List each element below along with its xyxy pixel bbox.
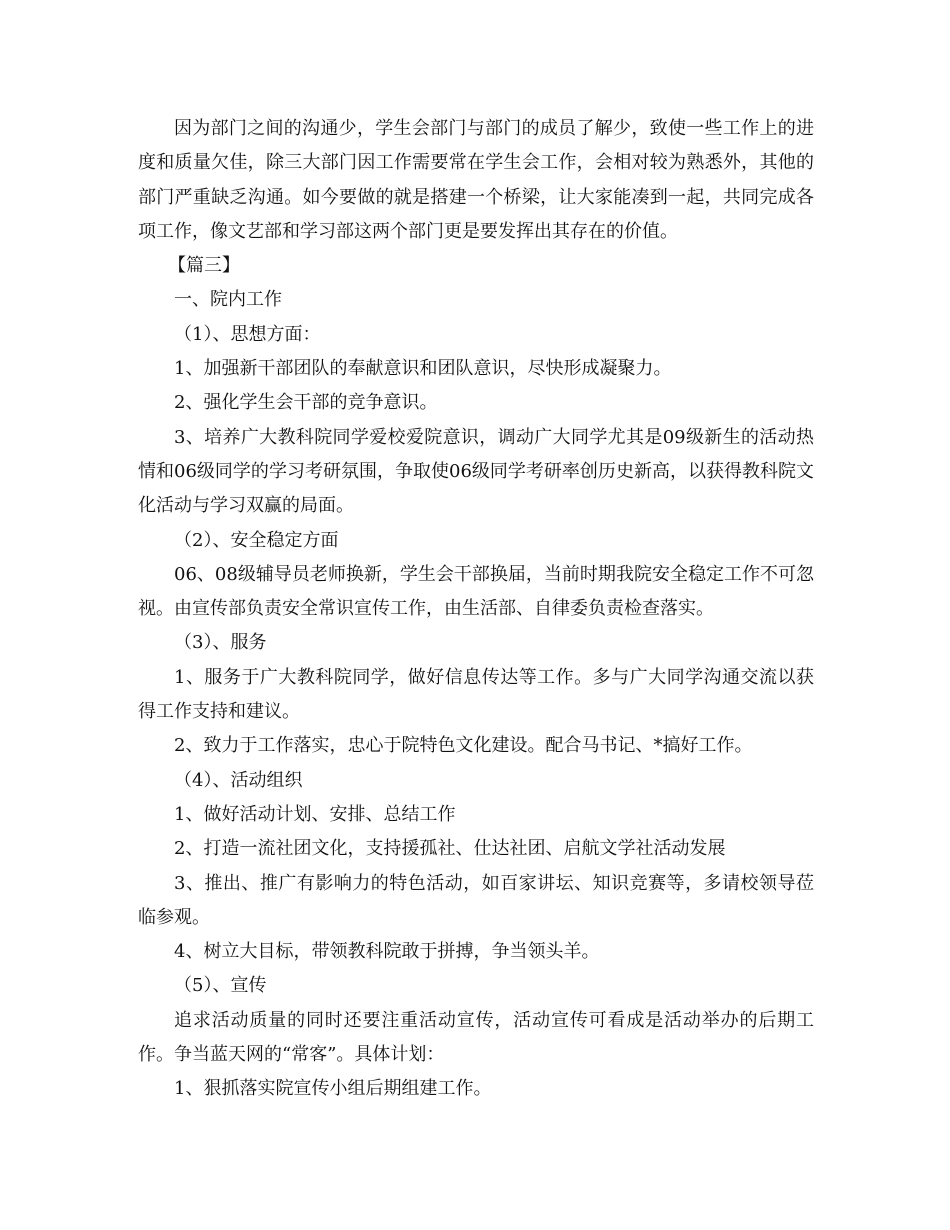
list-item-activities-4: 4、树立大目标，带领教科院敢于拼搏，争当领头羊。: [174, 941, 600, 963]
heading-internal-work: 一、院内工作: [174, 289, 282, 311]
paragraph-publicity: 追求活动质量的同时还要注重活动宣传，活动宣传可看成是活动举办的后期工作。争当蓝天网的“常客”。具体计划：: [138, 1009, 814, 1066]
section-heading-part-three: 【篇三】: [168, 255, 240, 277]
subheading-service: （3）、服务: [174, 632, 267, 654]
list-item-activities-3: 3、推出、推广有影响力的特色活动，如百家讲坛、知识竞赛等，多请校领导莅临参观。: [138, 872, 814, 928]
subheading-safety: （2）、安全稳定方面: [174, 529, 339, 551]
list-item-ideology-3: 3、培养广大教科院同学爱校爱院意识，调动广大同学尤其是09级新生的活动热情和06级同学的学习考研氛围，争取使06级同学考研率创历史新高，以获得教科院文化活动与学习双赢的局面。: [138, 426, 814, 517]
list-item-activities-2: 2、打造一流社团文化，支持援孤社、仕达社团、启航文学社活动发展: [174, 838, 726, 860]
subheading-activities: （4）、活动组织: [174, 769, 303, 791]
list-item-service-2: 2、致力于工作落实，忠心于院特色文化建设。配合马书记、*搞好工作。: [174, 735, 753, 757]
document-body: [138, 112, 814, 1107]
list-item-ideology-1: 1、加强新干部团队的奉献意识和团队意识，尽快形成凝聚力。: [174, 358, 672, 380]
list-item-publicity-1: 1、狠抓落实院宣传小组后期组建工作。: [174, 1078, 492, 1100]
list-item-ideology-2: 2、强化学生会干部的竞争意识。: [174, 392, 438, 414]
list-item-service-1: 1、服务于广大教科院同学，做好信息传达等工作。多与广大同学沟通交流以获得工作支持和建议。: [138, 666, 814, 723]
paragraph-communication: 因为部门之间的沟通少，学生会部门与部门的成员了解少，致使一些工作上的进度和质量欠佳，除三大部门因工作需要常在学生会工作，会相对较为熟悉外，其他的部门严重缺乏沟通。如今要做的就是搭建一个桥梁，让大家能凑到一起，共同完成各项工作，像文艺部和学习部这两个部门更是要发挥出其存在的价值。: [138, 118, 814, 242]
list-item-activities-1: 1、做好活动计划、安排、总结工作: [174, 803, 456, 825]
paragraph-safety: 06、08级辅导员老师换新，学生会干部换届，当前时期我院安全稳定工作不可忽视。由宣传部负责安全常识宣传工作，由生活部、自律委负责检查落实。: [138, 563, 814, 620]
subheading-publicity: （5）、宣传: [174, 975, 267, 997]
subheading-ideology: （1）、思想方面：: [174, 323, 321, 345]
